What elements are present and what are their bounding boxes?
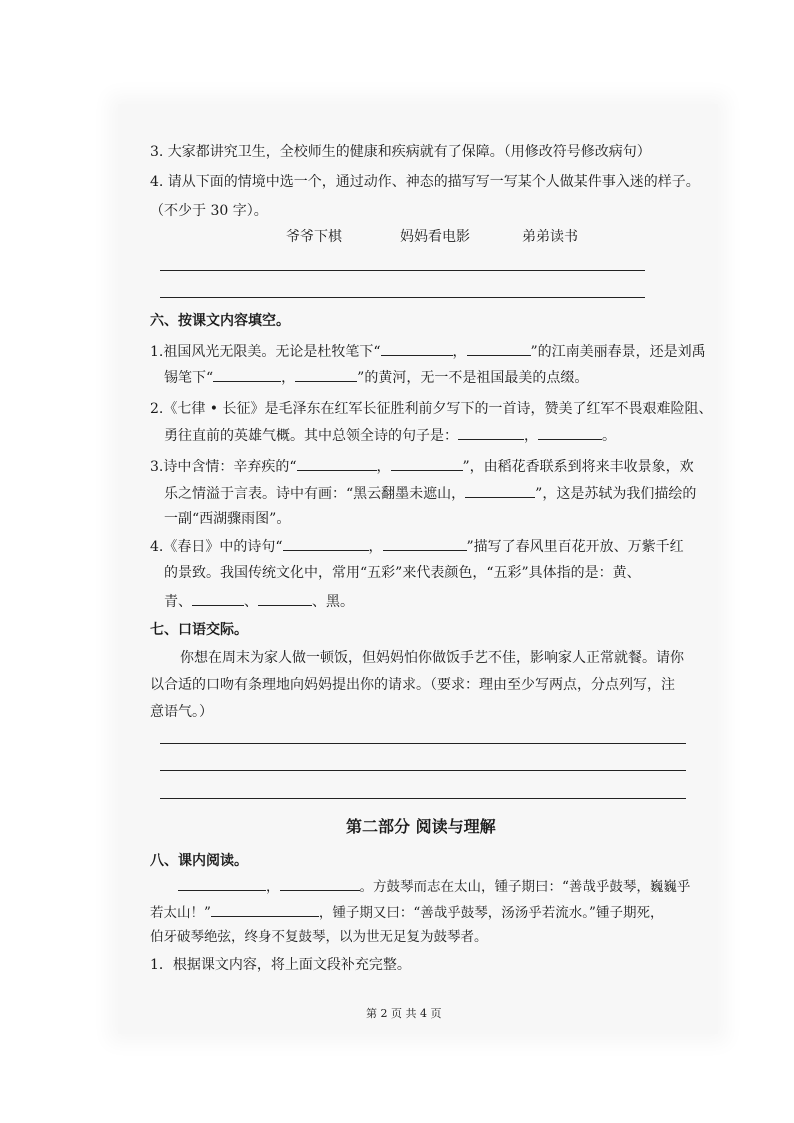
fill-blank[interactable] (295, 367, 357, 382)
fill-blank[interactable] (383, 536, 467, 551)
text: ”，这是苏轼为我们描绘的 (535, 486, 697, 502)
sec8-passage-line3: 伯牙破琴绝弦，终身不复鼓琴，以为世无足复为鼓琴者。 (150, 929, 488, 945)
answer-line[interactable] (160, 770, 686, 771)
text: ， (524, 428, 538, 444)
sec7-para-line2: 以合适的口吻有条理地向妈妈提出你的请求。（要求：理由至少写两点，分点列写，注 (150, 677, 675, 693)
text: 4.《春日》中的诗句“ (150, 539, 283, 555)
sec6-item3-line1 (150, 456, 694, 477)
option-grandpa-chess: 爷爷下棋 (286, 229, 342, 245)
fill-blank[interactable] (213, 367, 281, 382)
text: ”，由稻花香联系到将来丰收景象，欢 (462, 459, 694, 475)
text: 、 (244, 594, 258, 610)
sec6-item3-line3: 一副“西湖骤雨图”。 (164, 511, 291, 527)
fill-blank[interactable] (258, 591, 312, 606)
text: 1.祖国风光无限美。无论是杜牧笔下“ (150, 344, 381, 360)
sec6-item4-line2: 的景致。我国传统文化中，常用“五彩”来代表颜色，“五彩”具体指的是：黄、 (164, 565, 641, 581)
sec6-item1-line2 (164, 367, 588, 388)
fill-blank[interactable] (467, 341, 531, 356)
question-4-line1: 4. 请从下面的情境中选一个，通过动作、神态的描写写一写某个人做某件事入迷的样子。 (150, 174, 700, 190)
fill-blank[interactable] (458, 425, 524, 440)
text: ， (452, 344, 467, 360)
text: 乐之情溢于言表。诗中有画：“黑云翻墨未遮山， (164, 486, 466, 502)
section-7-title: 七、口语交际。 (150, 622, 248, 638)
fill-blank[interactable] (538, 425, 602, 440)
text: 锡笔下“ (164, 370, 214, 386)
fill-blank[interactable] (283, 536, 369, 551)
sec6-item4-line3 (164, 591, 354, 612)
answer-line[interactable] (160, 798, 686, 799)
fill-blank[interactable] (465, 483, 535, 498)
sec8-passage-line2 (150, 902, 663, 923)
fill-blank[interactable] (211, 902, 319, 917)
text: ， (368, 539, 383, 555)
fill-blank[interactable] (297, 456, 377, 471)
text: ， (281, 370, 296, 386)
text: ，锺子期又曰：“善哉乎鼓琴，汤汤乎若流水。”锺子期死， (318, 905, 664, 921)
text: 。方鼓琴而志在太山，锺子期曰：“善哉乎鼓琴，巍巍乎 (359, 879, 691, 895)
answer-line[interactable] (160, 270, 645, 271)
sec6-item2-line1: 2.《七律 • 长征》是毛泽东在红军长征胜利前夕写下的一首诗，赞美了红军不畏艰难险阻、 (150, 401, 713, 417)
text: 勇往直前的英雄气概。其中总领全诗的句子是： (164, 428, 458, 444)
part-2-heading: 第二部分 阅读与理解 (346, 817, 496, 836)
sec7-para-line3: 意语气。） (150, 704, 213, 720)
text: ， (266, 879, 280, 895)
sec8-question-1: 1．根据课文内容，将上面文段补充完整。 (150, 957, 411, 973)
question-4-line2: （不少于 30 字）。 (150, 203, 268, 219)
option-mom-movie: 妈妈看电影 (400, 229, 470, 245)
sec6-item3-line2 (164, 483, 696, 504)
fill-blank[interactable] (192, 591, 244, 606)
answer-line[interactable] (160, 297, 645, 298)
fill-blank[interactable] (280, 876, 360, 891)
sec7-para-line1: 你想在周末为家人做一顿饭，但妈妈怕你做饭手艺不佳，影响家人正常就餐。请你 (180, 650, 684, 666)
text: 、黑。 (312, 594, 354, 610)
text: ”描写了春风里百花开放、万紫千红 (466, 539, 684, 555)
text: ”的黄河，无一不是祖国最美的点缀。 (357, 370, 589, 386)
answer-line[interactable] (160, 743, 686, 744)
section-6-title: 六、按课文内容填空。 (150, 313, 290, 329)
sec8-passage-line1 (178, 876, 690, 897)
fill-blank[interactable] (391, 456, 463, 471)
text: 。 (602, 428, 616, 444)
text: 3.诗中含情：辛弃疾的“ (150, 459, 297, 475)
question-3: 3. 大家都讲究卫生，全校师生的健康和疾病就有了保障。（用修改符号修改病句） (150, 144, 651, 160)
fill-blank[interactable] (178, 876, 266, 891)
option-brother-reading: 弟弟读书 (522, 229, 578, 245)
sec6-item2-line2 (164, 425, 616, 446)
text: ”的江南美丽春景，还是刘禹 (530, 344, 706, 360)
sec6-item4-line1 (150, 536, 684, 557)
section-8-title: 八、课内阅读。 (150, 853, 248, 869)
text: ， (376, 459, 391, 475)
fill-blank[interactable] (381, 341, 453, 356)
text: 青、 (164, 594, 192, 610)
text: 若太山！” (150, 905, 211, 921)
sec6-item1-line1 (150, 341, 706, 362)
page-footer: 第 2 页 共 4 页 (366, 1007, 442, 1020)
